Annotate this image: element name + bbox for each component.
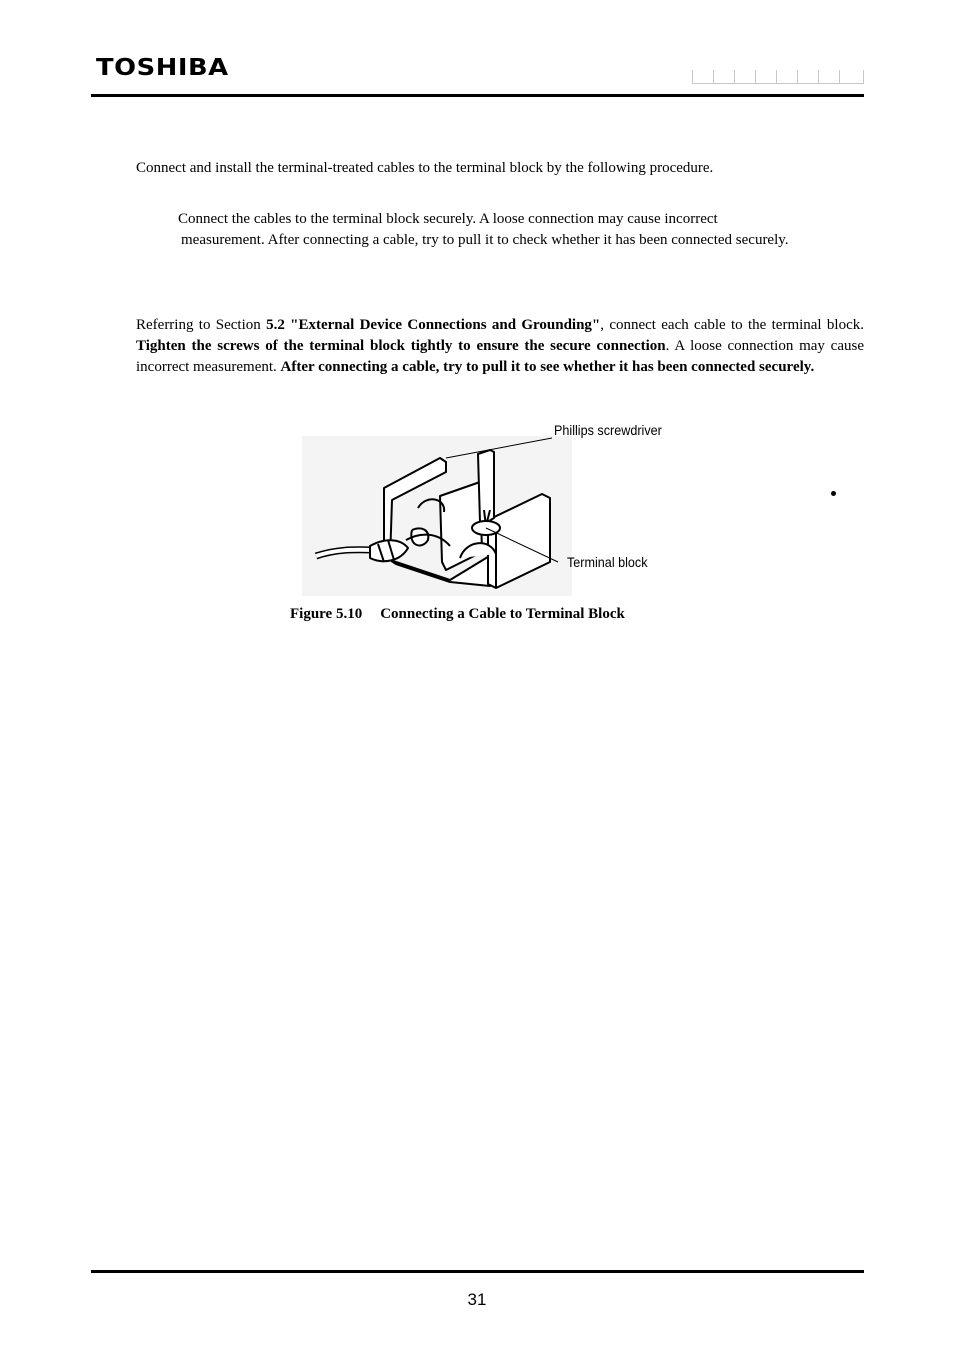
toshiba-logo: TOSHIBA (96, 55, 229, 81)
procedure-text-1: Referring to Section (136, 317, 267, 333)
footer-rule (91, 1270, 864, 1273)
terminal-block-figure (300, 412, 700, 602)
figure-number: Figure 5.10 (290, 606, 363, 622)
header-rule (91, 94, 864, 97)
screwdriver-label: Phillips screwdriver (554, 422, 662, 438)
terminal-block-label: Terminal block (567, 554, 648, 570)
figure-title: Connecting a Cable to Terminal Block (380, 606, 625, 622)
caution-note-line1: Connect the cables to the terminal block securely. A loose connection may cause incorrect (178, 211, 718, 227)
pull-test-instruction: After connecting a cable, try to pull it to see whether it has been connected securely. (280, 359, 815, 375)
section-reference: 5.2 "External Device Connections and Grounding" (266, 317, 601, 333)
caution-note (178, 209, 864, 251)
procedure-paragraph (136, 315, 864, 378)
procedure-text-3: . A loose connection may cause incorrect measurement. (136, 338, 864, 375)
bullet-dot (831, 491, 836, 496)
page-number: 31 (467, 1290, 487, 1309)
tighten-instruction: Tighten the screws of the terminal block tightly to ensure the secure connection (136, 338, 666, 354)
intro-paragraph: Connect and install the terminal-treated cables to the terminal block by the following procedure. (136, 160, 714, 176)
terminal-block-illustration (300, 412, 700, 602)
figure-caption (290, 604, 625, 624)
caution-note-rest: measurement. After connecting a cable, try to pull it to check whether it has been connected securely. (181, 232, 789, 248)
document-number-box (692, 70, 864, 84)
procedure-text-2: , connect each cable to the terminal block. (600, 317, 864, 333)
